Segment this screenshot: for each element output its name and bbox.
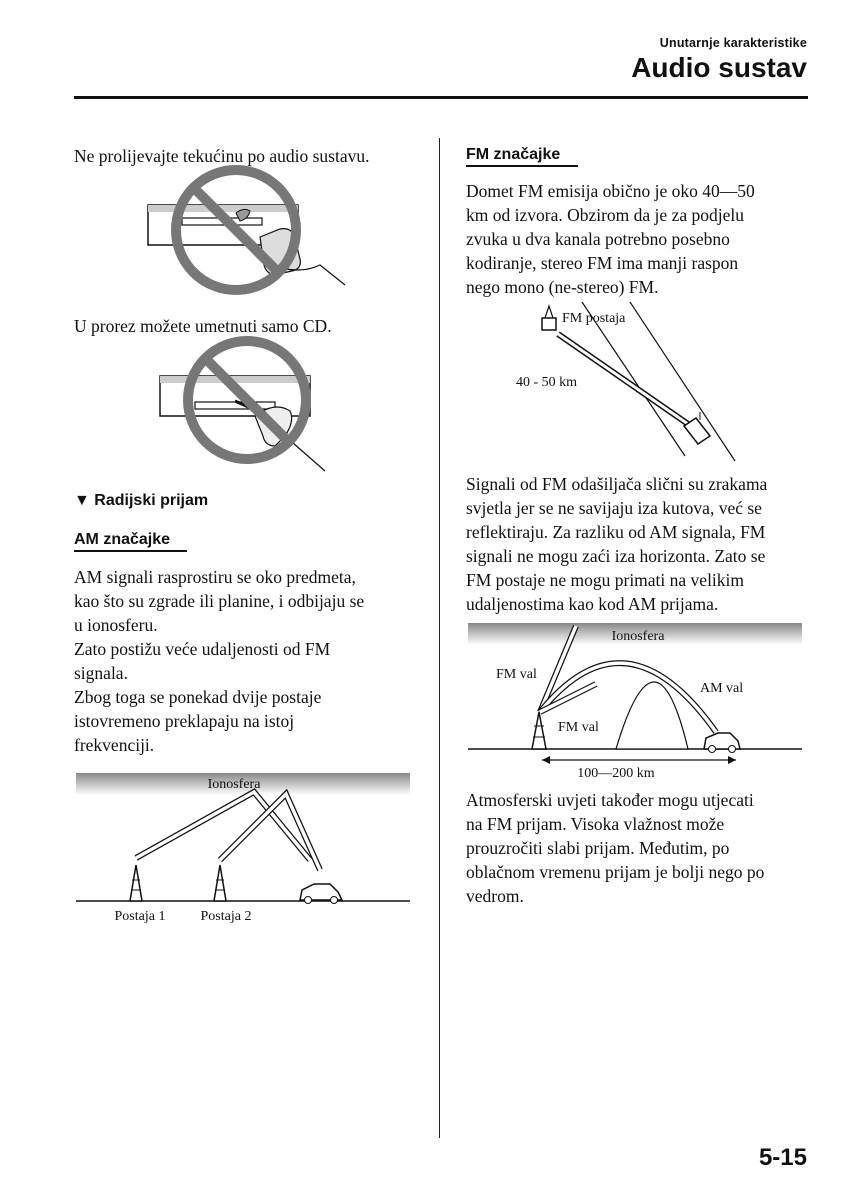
text-line: vedrom.	[466, 886, 524, 906]
tower-icon	[214, 865, 226, 901]
car-icon	[704, 733, 740, 753]
text-line: Domet FM emisija obično je oko 40―50	[466, 181, 755, 201]
tower-icon	[542, 306, 556, 330]
text-line: svjetla jer se ne savijaju iza kutova, već se	[466, 498, 762, 518]
horizon-line	[630, 302, 735, 461]
mountain-shape	[616, 682, 688, 749]
station-1-label: Postaja 1	[114, 909, 166, 924]
am-paragraph	[74, 565, 434, 757]
text-line: na FM prijam. Visoka vlažnost može	[466, 814, 725, 834]
liquid-warning-text: Ne prolijevajte tekućinu po audio sustavu.	[74, 146, 370, 166]
fm-range-arrow-inner	[558, 334, 688, 424]
text-line: Signali od FM odašiljača slični su zrakama	[466, 474, 768, 494]
section-label: Unutarnje karakteristike	[659, 36, 807, 50]
text-line: kao što su zgrade ili planine, i odbijaju se	[74, 591, 365, 611]
fm-wave-label-1: FM val	[496, 667, 537, 682]
column-divider	[439, 138, 440, 1138]
fm-wave-label-2: FM val	[558, 720, 599, 735]
text-line: nego mono (ne-stereo) FM.	[466, 277, 659, 297]
text-line: oblačnom vremenu prijam je bolji nego po	[466, 862, 765, 882]
fm-heading: FM značajke	[466, 146, 561, 163]
ionosphere-label: Ionosfera	[207, 777, 261, 792]
text-line: signali ne mogu zaći iza horizonta. Zato se	[466, 546, 766, 566]
fm-paragraph-3	[466, 788, 816, 908]
text-line: Zato postižu veće udaljenosti od FM	[74, 639, 331, 659]
fm-paragraph-2	[466, 472, 816, 616]
cd-slot	[195, 402, 275, 409]
page-number: 5-15	[758, 1144, 807, 1171]
radio-heading	[74, 492, 208, 510]
text-line: udaljenostima kao kod AM prijama.	[466, 594, 719, 614]
text-line: signala.	[74, 663, 128, 683]
triangle-down-icon: ▼	[74, 492, 90, 509]
text-line: zvuka u dva kanala potrebno posebno	[466, 229, 730, 249]
fm-heading-rule	[466, 165, 578, 167]
tower-icon	[130, 865, 142, 901]
text-line: istovremeno preklapaju na istoj	[74, 711, 295, 731]
arrow-head-left	[542, 756, 550, 764]
distance-label: 100―200 km	[577, 766, 655, 781]
no-liquid-illustration	[140, 165, 350, 300]
text-line: AM signali rasprostiru se oko predmeta,	[74, 567, 356, 587]
no-foreign-objects-illustration	[155, 336, 345, 476]
fm-vs-am-diagram	[466, 620, 806, 785]
am-heading-rule	[74, 550, 187, 552]
text-line: reflektiraju. Za razliku od AM signala, FM	[466, 522, 766, 542]
car-icon	[300, 884, 342, 904]
text-line: FM postaje ne mogu primati na velikim	[466, 570, 745, 590]
text-line: prouzročiti slabi prijam. Međutim, po	[466, 838, 730, 858]
am-propagation-diagram	[74, 770, 412, 930]
arrow-head-right	[728, 756, 736, 764]
text-line: u ionosferu.	[74, 615, 158, 635]
page-title: Audio sustav	[631, 52, 807, 83]
text-line: frekvenciji.	[74, 735, 155, 755]
header-rule	[74, 96, 808, 99]
station-2-label: Postaja 2	[200, 909, 252, 924]
radio-heading-label: Radijski prijam	[94, 492, 209, 509]
tower-icon	[532, 712, 546, 749]
text-line: Zbog toga se ponekad dvije postaje	[74, 687, 322, 707]
range-label: 40 - 50 km	[516, 375, 578, 390]
fm-paragraph-1	[466, 179, 816, 299]
am-wave-label: AM val	[700, 681, 744, 696]
cd-only-text: U prorez možete umetnuti samo CD.	[74, 316, 332, 336]
ionosphere-label: Ionosfera	[611, 629, 665, 644]
fm-station-label: FM postaja	[562, 311, 626, 326]
am-wave-1-inner	[136, 792, 310, 860]
fm-range-diagram	[500, 296, 740, 466]
am-heading: AM značajke	[74, 531, 171, 548]
text-line: km od izvora. Obzirom da je za podjelu	[466, 205, 744, 225]
text-line: Atmosferski uvjeti također mogu utjecati	[466, 790, 754, 810]
text-line: kodiranje, stereo FM ima manji raspon	[466, 253, 739, 273]
